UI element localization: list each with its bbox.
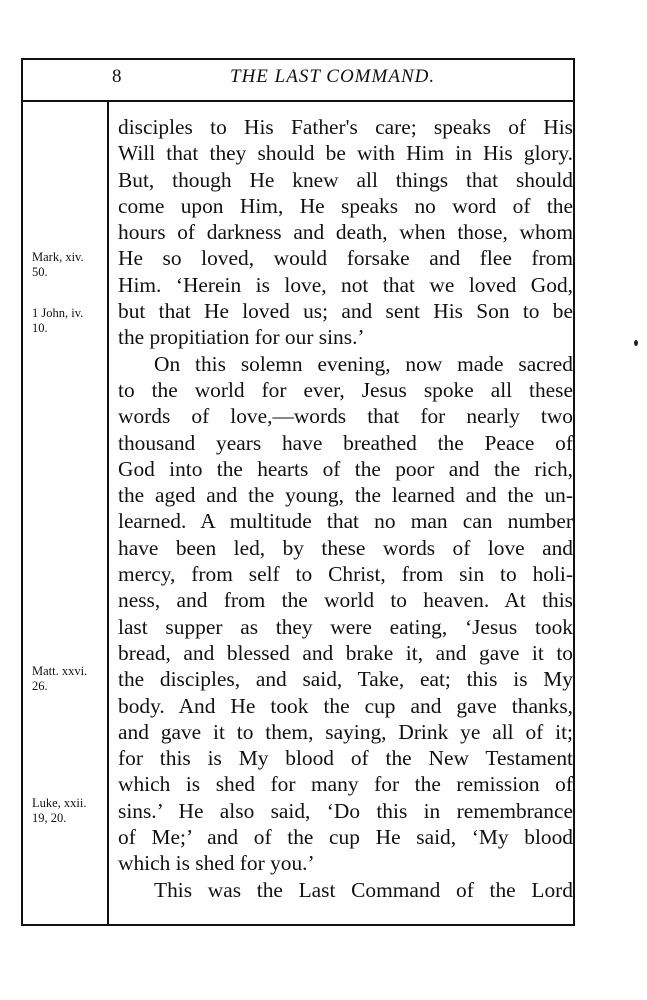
margin-note xyxy=(32,796,106,826)
text-line: learned. A multitude that no man can number xyxy=(118,509,573,534)
text-line: Will that they should be with Him in His glory. xyxy=(118,141,573,166)
text-line: the disciples, and said, Take, eat; this is My xyxy=(118,667,573,692)
frame-top-rule xyxy=(21,58,575,60)
text-line: But, though He knew all things that should xyxy=(118,167,573,192)
text-line: sins.’ He also said, ‘Do this in remembrance xyxy=(118,798,573,823)
margin-note xyxy=(32,250,106,280)
text-line: which is shed for you.’ xyxy=(118,851,315,876)
header-rule xyxy=(21,100,575,102)
text-line: bread, and blessed and brake it, and gave it to xyxy=(118,640,573,665)
text-line: the propitiation for our sins.’ xyxy=(118,325,365,350)
frame-right-rule xyxy=(573,58,575,926)
text-line: to the world for ever, Jesus spoke all these xyxy=(118,377,573,402)
text-line: come upon Him, He speaks no word of the xyxy=(118,193,573,218)
margin-note-verse: 26. xyxy=(32,679,48,693)
margin-note-reference: Luke, xxii. xyxy=(32,796,87,810)
text-line: mercy, from self to Christ, from sin to holi- xyxy=(118,562,573,587)
text-line: On this solemn evening, now made sacred xyxy=(154,351,573,376)
text-line: Him. ‘Herein is love, not that we loved God, xyxy=(118,272,573,297)
text-line: of Me;’ and of the cup He said, ‘My blood xyxy=(118,825,573,850)
text-line: ness, and from the world to heaven. At this xyxy=(118,588,573,613)
text-line: words of love,—words that for nearly two xyxy=(118,404,573,429)
margin-note-verse: 19, 20. xyxy=(32,811,67,825)
text-line: and gave it to them, saying, Drink ye all of it; xyxy=(118,719,573,744)
running-title: THE LAST COMMAND. xyxy=(230,66,436,87)
text-line: last supper as they were eating, ‘Jesus took xyxy=(118,614,573,639)
text-line: for this is My blood of the New Testament xyxy=(118,746,573,771)
margin-note-reference: Mark, xiv. xyxy=(32,250,84,264)
margin-note-reference: Matt. xxvi. xyxy=(32,664,88,678)
text-line: but that He loved us; and sent His Son to be xyxy=(118,299,573,324)
body-text xyxy=(118,114,573,903)
text-line: thousand years have breathed the Peace of xyxy=(118,430,573,455)
text-line: the aged and the young, the learned and the un- xyxy=(118,483,573,508)
text-line: have been led, by these words of love and xyxy=(118,535,573,560)
text-line: disciples to His Father's care; speaks of His xyxy=(118,115,573,139)
margin-note-verse: 10. xyxy=(32,321,48,335)
frame-bottom-rule xyxy=(21,924,575,926)
margin-column-divider xyxy=(107,100,109,924)
page-number: 8 xyxy=(112,66,122,87)
frame-left-rule xyxy=(21,58,23,926)
ink-speck xyxy=(634,340,638,346)
margin-note xyxy=(32,664,106,694)
text-line: God into the hearts of the poor and the rich, xyxy=(118,456,573,481)
margin-note-reference: 1 John, iv. xyxy=(32,306,84,320)
text-line: He so loved, would forsake and flee from xyxy=(118,246,573,271)
margin-note-verse: 50. xyxy=(32,265,48,279)
text-line: hours of darkness and death, when those, whom xyxy=(118,220,573,245)
text-line: which is shed for many for the remission of xyxy=(118,772,573,797)
margin-note xyxy=(32,306,106,336)
text-line: This was the Last Command of the Lord xyxy=(154,877,573,902)
text-line: body. And He took the cup and gave thanks, xyxy=(118,693,573,718)
